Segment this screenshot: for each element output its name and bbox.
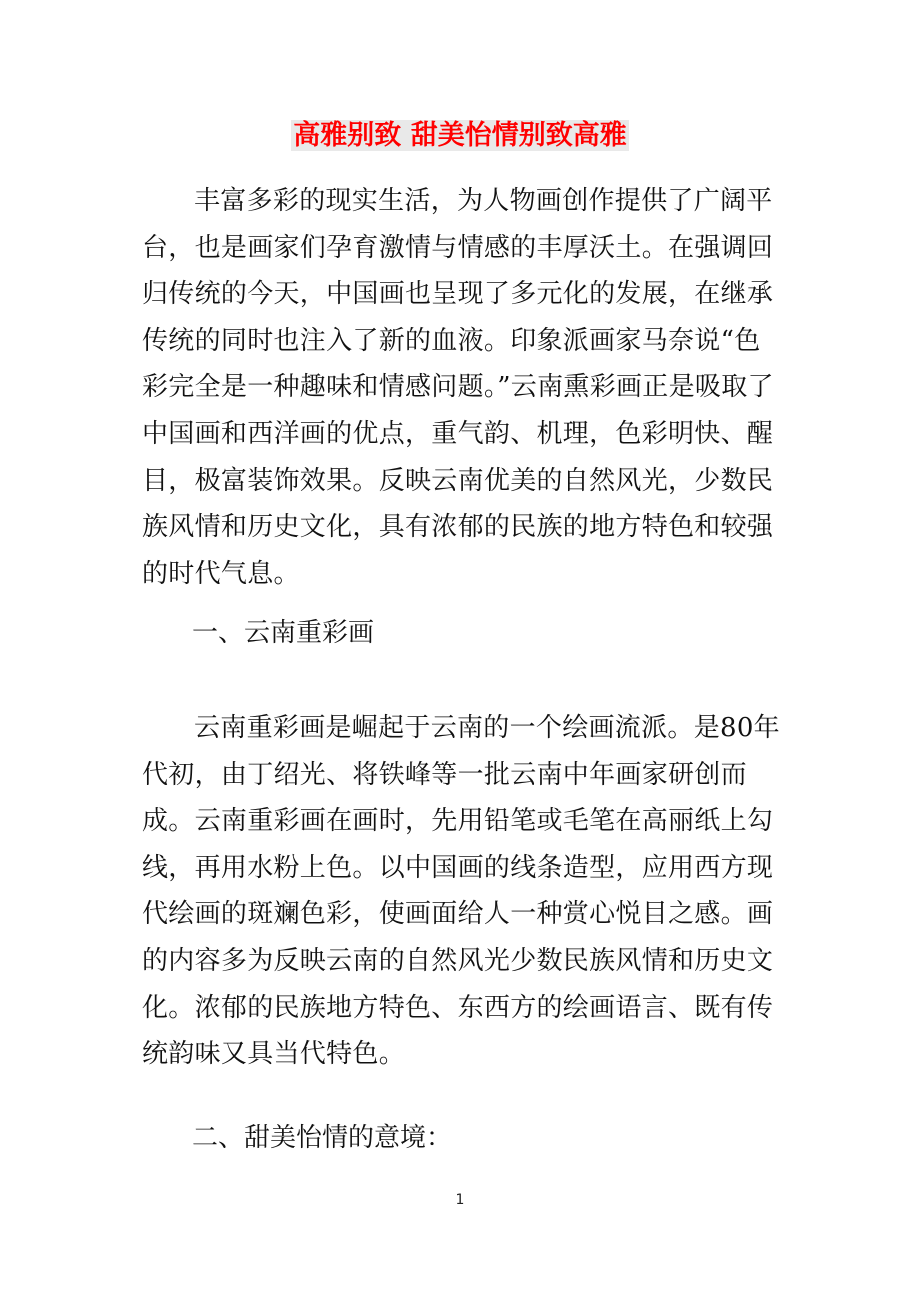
section1-paragraph: 云南重彩画是崛起于云南的一个绘画流派。是80年代初，由丁绍光、将铁峰等一批云南中年画家研创而成。云南重彩画在画时，先用铅笔或毛笔在高丽纸上勾线，再用水粉上色。以中国画的线条造型，应用西方现代绘画的斑斓色彩，使画面给人一种赏心悦目之感。画的内容多为反映云南的自然风光少数民族风情和历史文化。浓郁的民族地方特色、东西方的绘画语言、既有传统韵味又具当代特色。 bbox=[142, 713, 780, 1070]
page-number: 1 bbox=[455, 1192, 465, 1208]
document-title bbox=[0, 114, 920, 158]
intro-paragraph: 丰富多彩的现实生活，为人物画创作提供了广阔平台，也是画家们孕育激情与情感的丰厚沃土。在强调回归传统的今天，中国画也呈现了多元化的发展，在继承传统的同时也注入了新的血液。印象派画家马奈说“色彩完全是一种趣味和情感问题。”云南熏彩画正是吸取了中国画和西洋画的优点，重气韵、机理，色彩明快、醒目，极富装饰效果。反映云南优美的自然风光，少数民族风情和历史文化，具有浓郁的民族的地方特色和较强的时代气息。 bbox=[142, 186, 774, 589]
section-heading-2: 二、甜美怡情的意境： bbox=[192, 1123, 453, 1153]
section-heading-1: 一、云南重彩画 bbox=[192, 618, 375, 648]
document-title-text: 高雅别致 甜美怡情别致高雅 bbox=[293, 120, 627, 151]
